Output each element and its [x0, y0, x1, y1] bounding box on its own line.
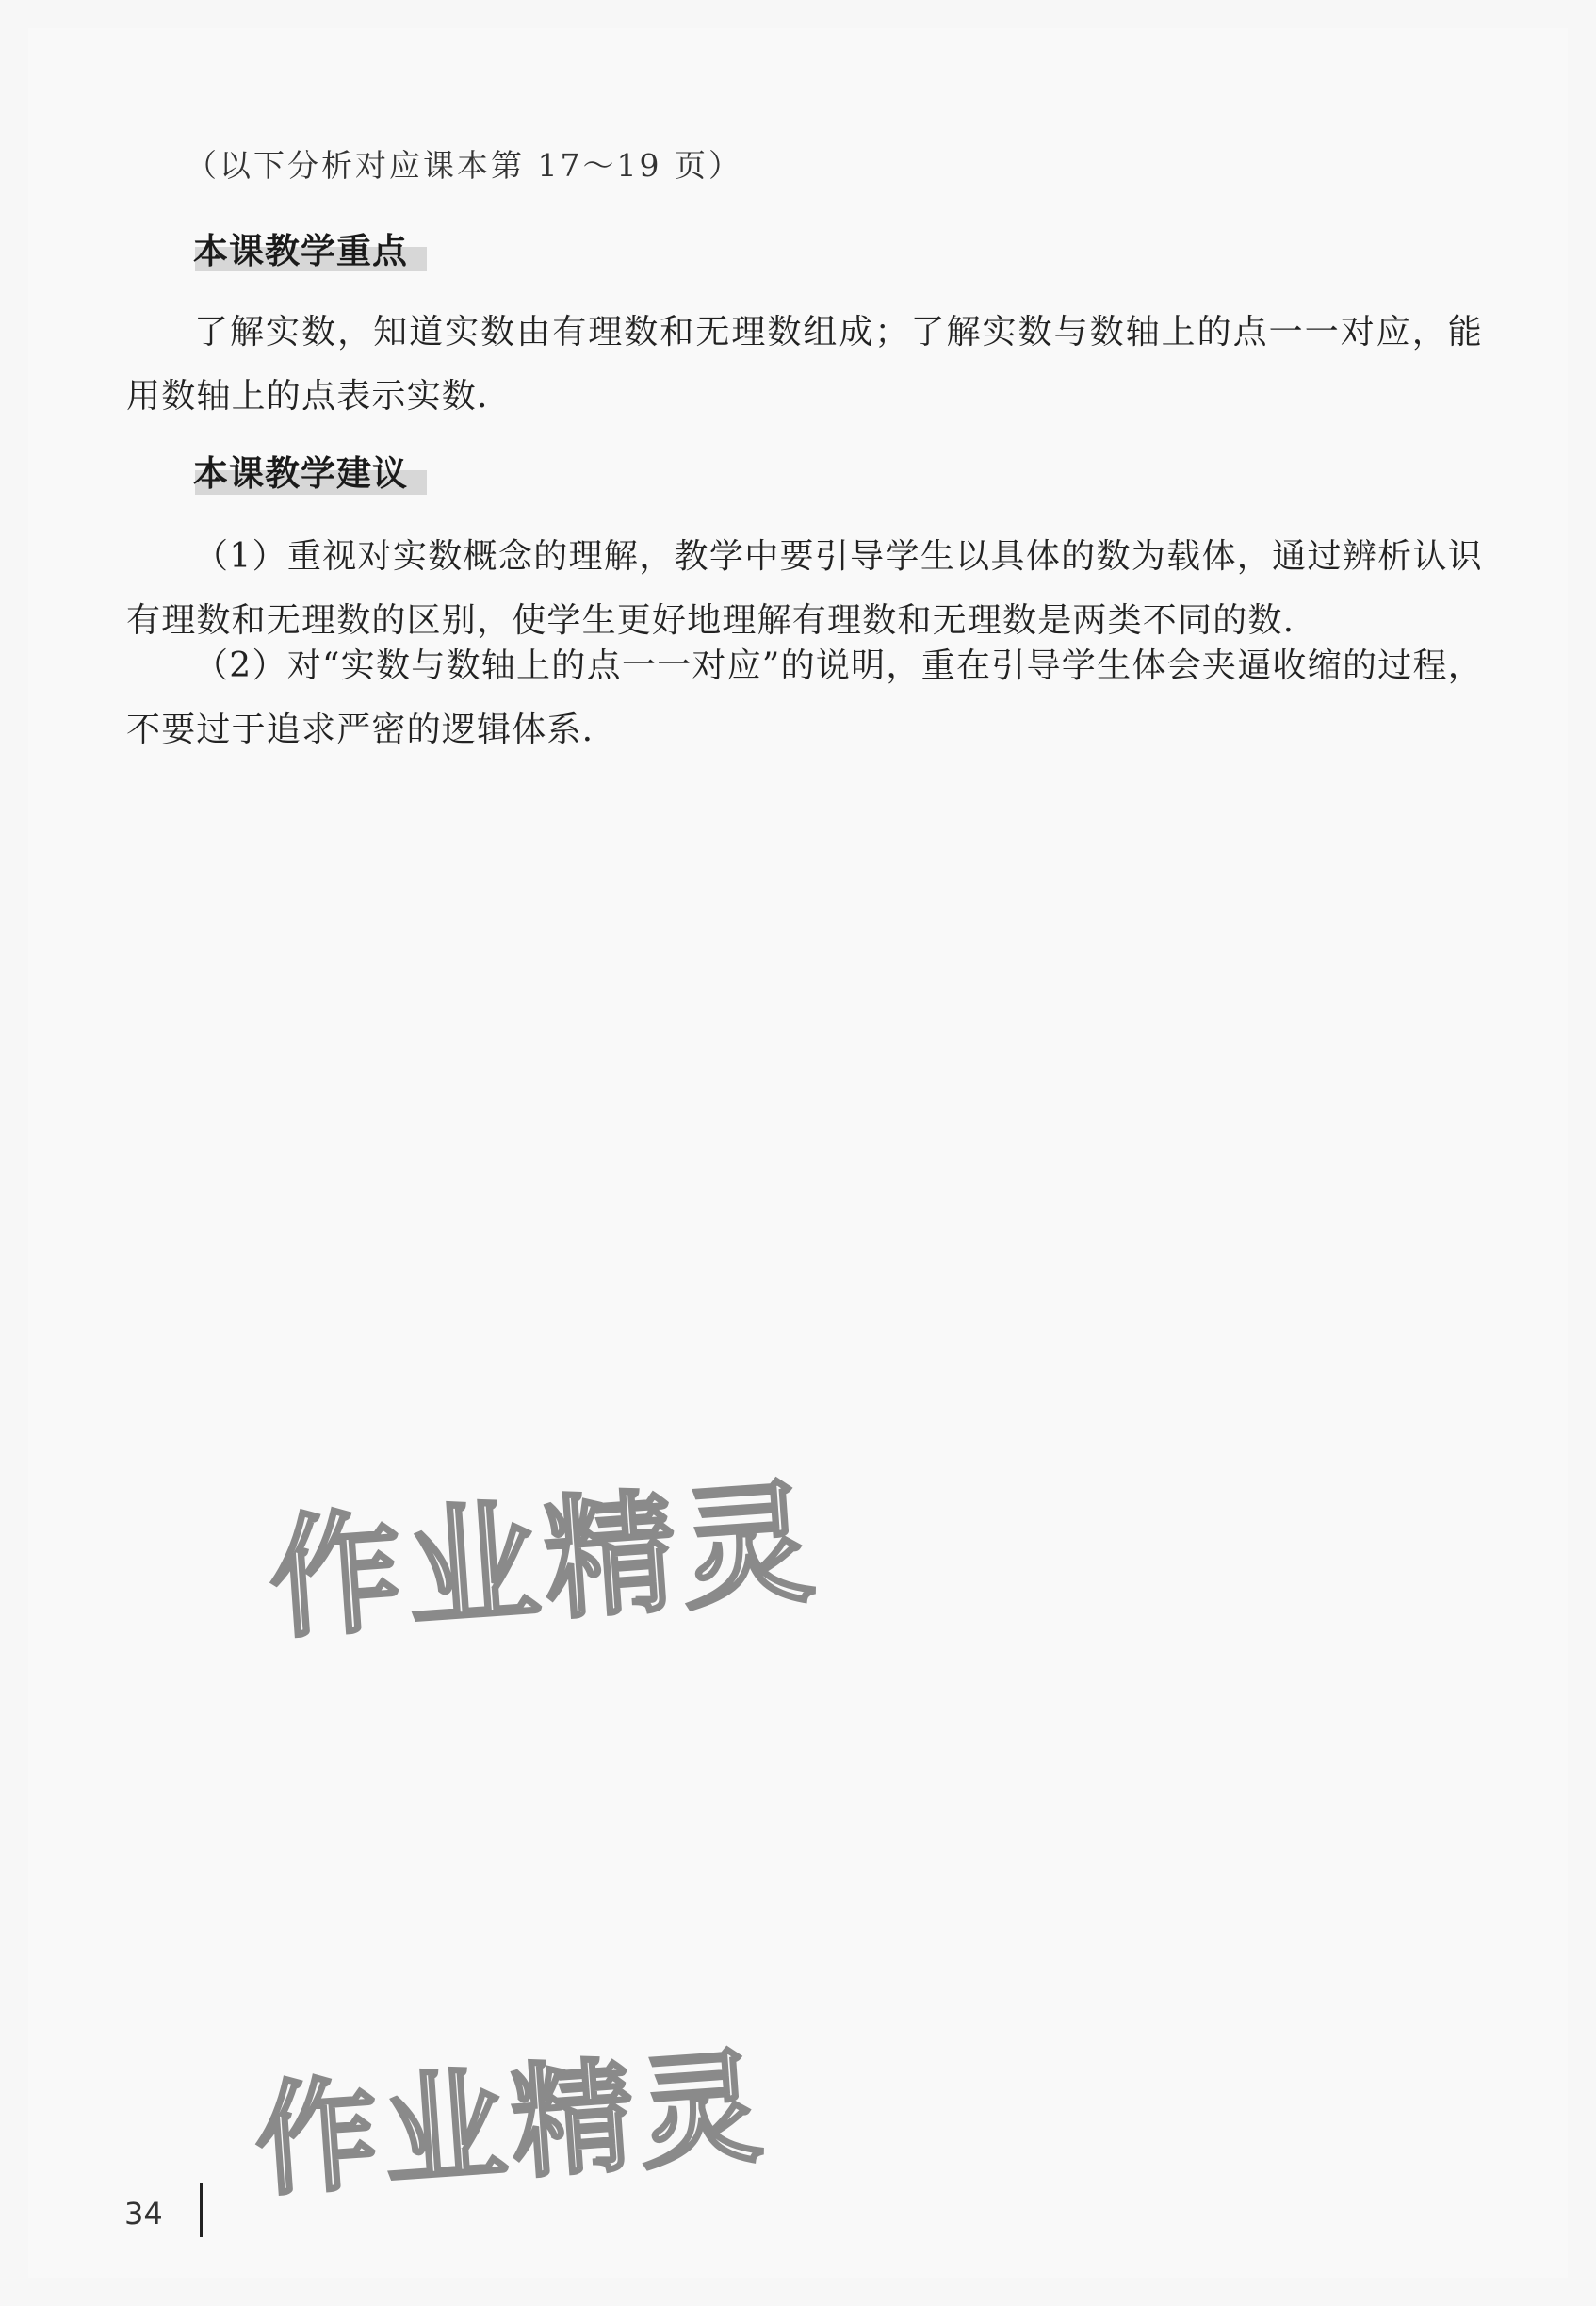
- key-points-paragraph: 了解实数，知道实数由有理数和无理数组成；了解实数与数轴上的点一一对应，能用数轴上的点表示实数.: [126, 313, 1483, 416]
- watermark-logo: 作业精灵: [251, 2035, 773, 2214]
- watermark-logo: 作业精灵: [264, 1465, 824, 1659]
- page-number: 34: [124, 2196, 163, 2232]
- textbook-reference-note: （以下分析对应课本第 17～19 页）: [186, 147, 742, 184]
- page-number-divider: [200, 2183, 203, 2237]
- section-heading-key-points: 本课教学重点: [193, 231, 408, 271]
- section-heading-suggestions: 本课教学建议: [193, 453, 408, 494]
- suggestion-paragraph-1: （1）重视对实数概念的理解，教学中要引导学生以具体的数为载体，通过辨析认识有理数和无理数的区别，使学生更好地理解有理数和无理数是两类不同的数.: [126, 537, 1483, 640]
- suggestion-paragraph-2: （2）对“实数与数轴上的点一一对应”的说明，重在引导学生体会夹逼收缩的过程，不要过于追求严密的逻辑体系.: [126, 646, 1483, 749]
